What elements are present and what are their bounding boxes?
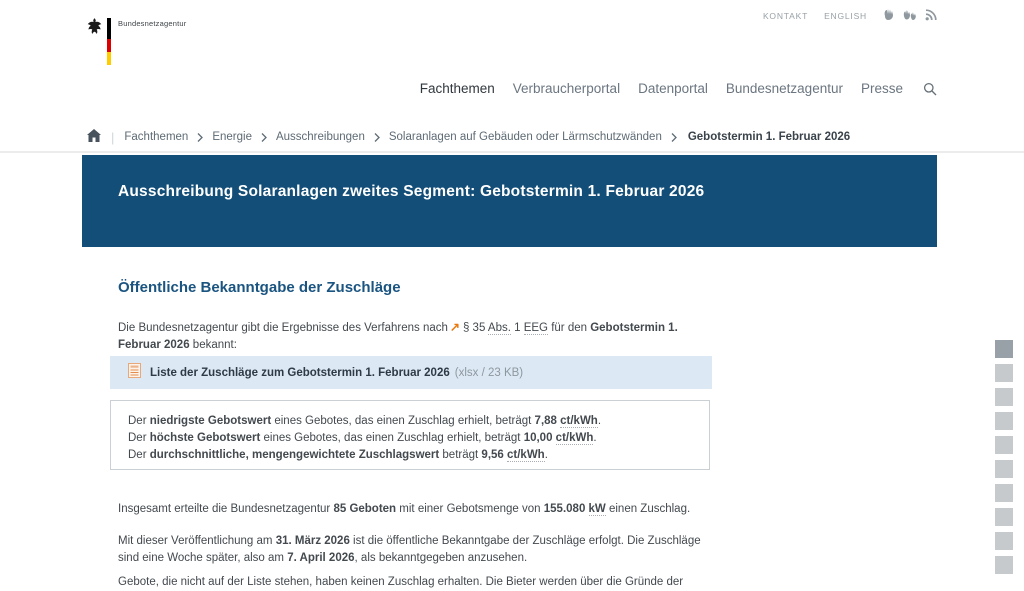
- sign-language-icon[interactable]: [903, 8, 918, 23]
- text-segment: 7,88: [535, 415, 561, 427]
- text-segment: durchschnittliche, mengengewichtete Zuschlagswert: [150, 449, 439, 461]
- text-segment: 10,00: [524, 432, 556, 444]
- result-line-average: [128, 447, 699, 464]
- text-segment: ist die öffentliche Bekanntgabe der Zuschläge erfolgt. Die Zuschläge sind eine Woche später, also am: [118, 535, 701, 565]
- text-segment: Gebote, die nicht auf der Liste stehen, haben keinen Zuschlag erhalten. Die Bieter werden über die Gründe der: [118, 576, 683, 588]
- text-segment: Der: [128, 432, 150, 444]
- chevron-right-icon: [197, 133, 203, 142]
- nav-item-verbraucherportal[interactable]: Verbraucherportal: [513, 81, 620, 96]
- text-segment: mit einer Gebotsmenge von: [396, 503, 544, 515]
- nav-item-fachthemen[interactable]: Fachthemen: [420, 81, 495, 96]
- results-box: [110, 400, 710, 470]
- bundesnetzagentur-logo[interactable]: [87, 17, 287, 69]
- law-link[interactable]: EEG: [524, 322, 548, 335]
- text-segment: kW: [589, 503, 606, 516]
- federal-eagle-icon: [87, 17, 102, 41]
- header-divider: [0, 151, 1024, 153]
- breadcrumb-link-energie[interactable]: Energie: [212, 131, 252, 143]
- total-awards-paragraph: [118, 501, 716, 519]
- text-segment: 7. April 2026: [287, 552, 354, 564]
- utility-nav: [763, 8, 937, 23]
- text-segment: höchste Gebotswert: [150, 432, 261, 444]
- rejected-bids-paragraph: [118, 574, 716, 591]
- result-line-highest: [128, 430, 699, 447]
- side-rail-button[interactable]: [995, 484, 1013, 502]
- breadcrumb: [87, 129, 850, 145]
- main-nav: [420, 81, 937, 96]
- text-segment: Gebotstermin 1. Februar 2026: [118, 322, 678, 352]
- text-segment: .: [593, 432, 596, 444]
- text-segment: 155.080: [544, 503, 589, 515]
- text-segment: Der: [128, 415, 150, 427]
- text-segment: .: [598, 415, 601, 427]
- search-icon[interactable]: [923, 82, 937, 96]
- law-link[interactable]: 1: [511, 322, 524, 334]
- document-icon: [128, 363, 141, 383]
- easy-language-icon[interactable]: [883, 8, 896, 23]
- breadcrumb-divider: |: [111, 130, 114, 145]
- text-segment: ct/kWh: [556, 432, 594, 445]
- text-segment: für den: [548, 322, 590, 334]
- text-segment: Die Bundesnetzagentur gibt die Ergebnisse des Verfahrens nach: [118, 322, 448, 334]
- side-rail-button[interactable]: [995, 532, 1013, 550]
- intro-paragraph: [118, 319, 714, 355]
- rss-icon[interactable]: [925, 9, 937, 23]
- text-segment: Der: [128, 449, 150, 461]
- text-segment: ct/kWh: [507, 449, 545, 462]
- kontakt-link[interactable]: KONTAKT: [763, 11, 808, 21]
- page-banner: [82, 155, 937, 247]
- english-link[interactable]: ENGLISH: [824, 11, 867, 21]
- chevron-right-icon: [374, 133, 380, 142]
- breadcrumb-link-ausschreibungen[interactable]: Ausschreibungen: [276, 131, 365, 143]
- nav-item-bundesnetzagentur[interactable]: Bundesnetzagentur: [726, 81, 843, 96]
- side-rail-button[interactable]: [995, 388, 1013, 406]
- text-segment: ct/kWh: [560, 415, 598, 428]
- nav-item-presse[interactable]: Presse: [861, 81, 903, 96]
- text-segment: eines Gebotes, das einen Zuschlag erhielt, beträgt: [271, 415, 534, 427]
- utility-icons: [883, 8, 937, 23]
- text-segment: bekannt:: [190, 339, 237, 351]
- text-segment: niedrigste Gebotswert: [150, 415, 271, 427]
- text-segment: 9,56: [481, 449, 507, 461]
- side-rail-button[interactable]: [995, 340, 1013, 358]
- text-segment: eines Gebotes, das einen Zuschlag erhielt, beträgt: [260, 432, 523, 444]
- breadcrumb-current: Gebotstermin 1. Februar 2026: [688, 131, 850, 143]
- side-rail: [995, 340, 1013, 574]
- law-link[interactable]: Abs.: [488, 322, 511, 335]
- text-segment: 31. März 2026: [276, 535, 350, 547]
- page-title: Ausschreibung Solaranlagen zweites Segment: Gebotstermin 1. Februar 2026: [118, 183, 704, 201]
- text-segment: Mit dieser Veröffentlichung am: [118, 535, 276, 547]
- publication-paragraph: [118, 533, 716, 568]
- result-line-lowest: [128, 413, 699, 430]
- law-link[interactable]: § 35: [463, 322, 488, 334]
- text-segment: .: [545, 449, 548, 461]
- breadcrumb-link-fachthemen[interactable]: Fachthemen: [124, 131, 188, 143]
- section-title: Öffentliche Bekanntgabe der Zuschläge: [118, 279, 401, 296]
- side-rail-button[interactable]: [995, 556, 1013, 574]
- download-label: Liste der Zuschläge zum Gebotstermin 1. Februar 2026: [150, 367, 450, 379]
- side-rail-button[interactable]: [995, 412, 1013, 430]
- side-rail-button[interactable]: [995, 364, 1013, 382]
- text-segment: einen Zuschlag.: [606, 503, 690, 515]
- flag-stripe: [107, 18, 111, 65]
- chevron-right-icon: [671, 133, 677, 142]
- logo-title: Bundesnetzagentur: [118, 19, 186, 28]
- side-rail-button[interactable]: [995, 508, 1013, 526]
- breadcrumb-link-solaranlagen[interactable]: Solaranlagen auf Gebäuden oder Lärmschutzwänden: [389, 131, 662, 143]
- text-segment: Insgesamt erteilte die Bundesnetzagentur: [118, 503, 333, 515]
- download-filemeta: (xlsx / 23 KB): [455, 367, 523, 379]
- text-segment: beträgt: [439, 449, 481, 461]
- external-link-icon[interactable]: ↗: [448, 320, 463, 334]
- side-rail-button[interactable]: [995, 460, 1013, 478]
- chevron-right-icon: [261, 133, 267, 142]
- side-rail-button[interactable]: [995, 436, 1013, 454]
- home-icon[interactable]: [87, 129, 101, 145]
- download-link[interactable]: [110, 356, 712, 389]
- text-segment: 85 Geboten: [333, 503, 396, 515]
- nav-item-datenportal[interactable]: Datenportal: [638, 81, 708, 96]
- text-segment: , als bekanntgegeben anzusehen.: [355, 552, 528, 564]
